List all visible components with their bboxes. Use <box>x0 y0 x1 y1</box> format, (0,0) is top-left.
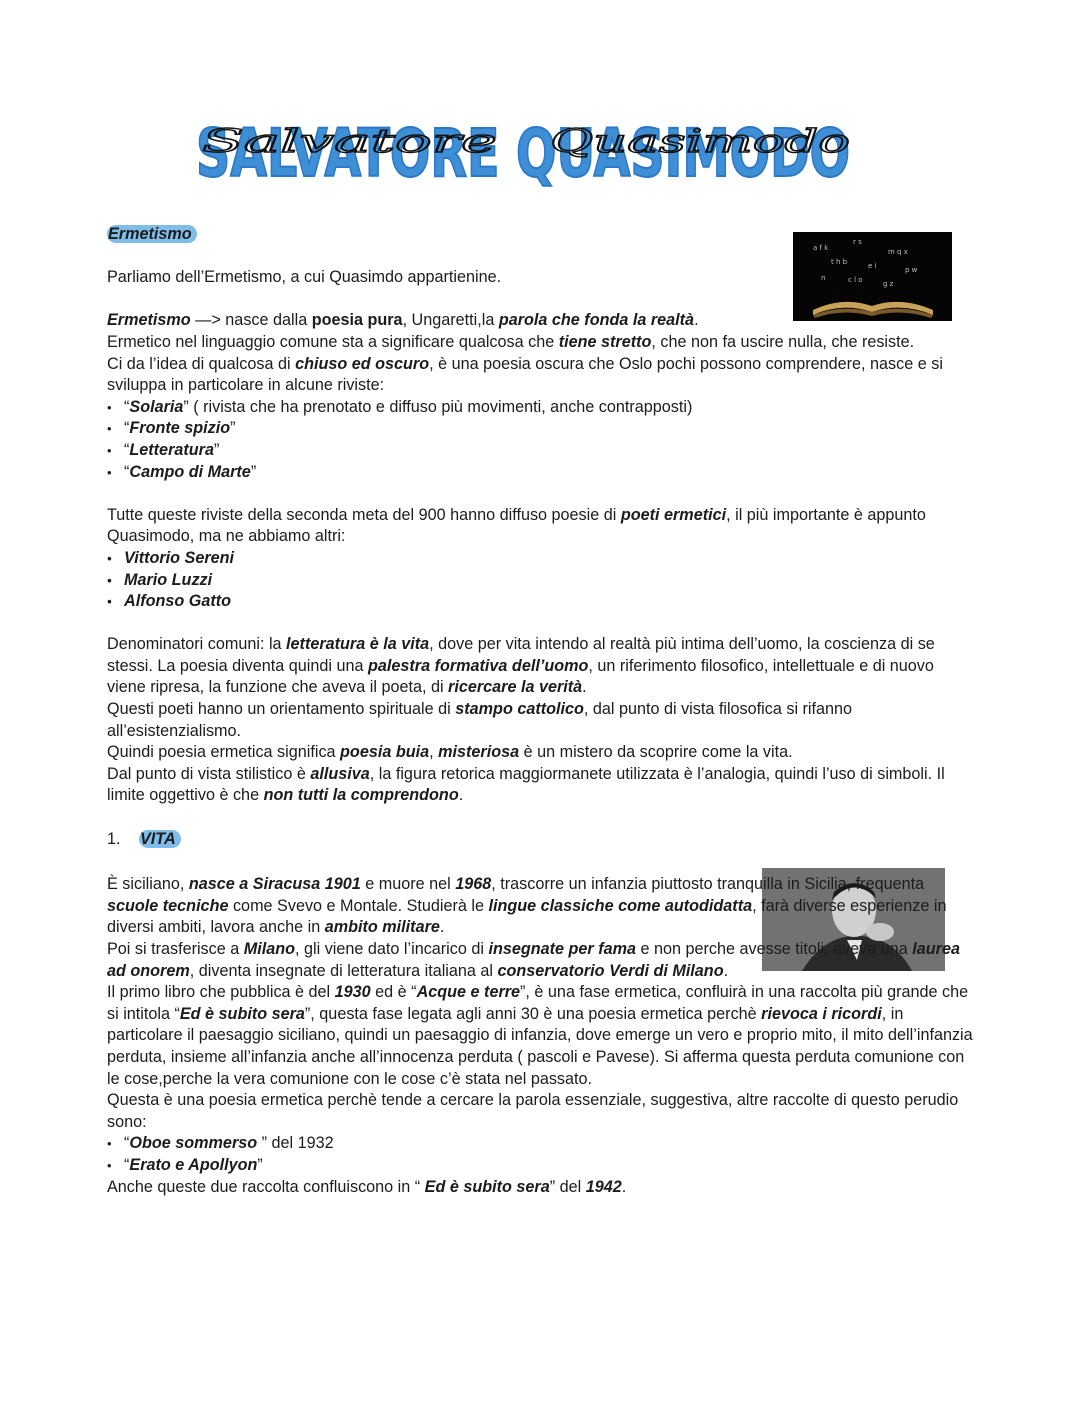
title-script-first: Salvatore <box>202 122 497 160</box>
title-script-last: Quasimodo <box>550 122 850 160</box>
section-number: 1. <box>107 829 121 848</box>
svg-text:a f k: a f k <box>813 244 829 252</box>
vita-paragraph: Questa è una poesia ermetica perchè tende a cercare la parola essenziale, suggestiva, altre raccolte di questo perudio sono: <box>107 1091 959 1131</box>
ermetismo-heading: Ermetismo <box>107 225 197 243</box>
vita-heading: VITA <box>139 830 181 848</box>
raccolte-list <box>107 1133 977 1176</box>
document-body <box>107 224 977 1198</box>
svg-text:r s: r s <box>853 238 862 246</box>
poeti-list <box>107 548 977 613</box>
list-item: • Alfonso Gatto <box>107 591 977 613</box>
svg-text:m q x: m q x <box>888 248 908 256</box>
ermetismo-paragraph: Denominatori comuni: la letteratura è la vita, dove per vita intendo al realtà più intima dell’uomo, la coscienza di se stessi. La poesia diventa quindi una palestra formativa dell’uomo, un riferimento filosofico, intellettuale e di nuovo viene ripresa, la funzione che aveva il poeta, di ricercare la verità. <box>107 635 935 697</box>
svg-text:c l o: c l o <box>848 276 863 284</box>
page-title <box>190 110 860 190</box>
title-main: SALVATORE QUASIMODO <box>196 115 850 190</box>
ermetismo-paragraph: Ermetico nel linguaggio comune sta a significare qualcosa che tiene stretto, che non fa uscire nulla, che resiste. <box>107 332 915 351</box>
list-item: • Vittorio Sereni <box>107 548 977 570</box>
vita-paragraph: È siciliano, nasce a Siracusa 1901 e muore nel 1968, trascorre un infanzia piuttosto tranquilla in Sicilia, frequenta scuole tecniche come Svevo e Montale. Studierà le lingue classiche come autodidatta, farà diverse esperienze in diversi ambiti, lavora anche in ambito militare. <box>107 875 947 937</box>
ermetismo-paragraph: Ermetismo —> nasce dalla poesia pura, Ungaretti,la parola che fonda la realtà. <box>107 311 699 330</box>
riviste-list <box>107 397 977 483</box>
svg-text:p w: p w <box>905 266 918 274</box>
list-item: • “Letteratura” <box>107 440 977 462</box>
ermetismo-paragraph: Dal punto di vista stilistico è allusiva, la figura retorica maggiormanete utilizzata è l’analogia, quindi l’uso di simboli. Il limite oggettivo è che non tutti la comprendono. <box>107 764 945 805</box>
ermetismo-paragraph: Quindi poesia ermetica significa poesia buia, misteriosa è un mistero da scoprire come la vita. <box>107 743 793 762</box>
ermetismo-paragraph: Ci da l’idea di qualcosa di chiuso ed oscuro, è una poesia oscura che Oslo pochi possono comprendere, nasce e si sviluppa in particolare in alcune riviste: <box>107 354 943 395</box>
ermetismo-paragraph: Tutte queste riviste della seconda meta del 900 hanno diffuso poesie di poeti ermetici, il più importante è appunto Quasimodo, ma ne abbiamo altri: <box>107 505 926 546</box>
list-item: • “Oboe sommerso ” del 1932 <box>107 1133 977 1155</box>
list-item: • “Campo di Marte” <box>107 462 977 484</box>
list-item: • “Erato e Apollyon” <box>107 1155 977 1177</box>
section-heading-ermetismo <box>107 224 977 246</box>
svg-text:e i: e i <box>868 262 877 270</box>
svg-text:g z: g z <box>883 280 894 288</box>
svg-text:n: n <box>821 274 826 282</box>
vita-paragraph: Il primo libro che pubblica è del 1930 ed è “Acque e terre”, è una fase ermetica, confluirà in una raccolta più grande che si intitola “Ed è subito sera”, questa fase legata agli anni 30 è una poesia ermetica perchè rievoca i ricordi, in particolare il paesaggio siciliano, quindi un paesaggio di infanzia, dove emerge un vero e proprio mito, il mito dell’infanzia perduta, insieme all’infanzia anche all’innocenza perduta ( pascoli e Pavese). Si afferma questa perduta comunione con le cose,perche la vera comunione con le cose c’è stata nel passato. <box>107 983 973 1088</box>
list-item: • “Solaria” ( rivista che ha prenotato e diffuso più movimenti, anche contrapposti) <box>107 397 977 419</box>
section-heading-vita <box>107 829 977 851</box>
title-svg <box>190 110 860 190</box>
ermetismo-paragraph: Questi poeti hanno un orientamento spirituale di stampo cattolico, dal punto di vista filosofica si rifanno all’esistenzialismo. <box>107 700 853 740</box>
svg-text:t h b: t h b <box>831 258 848 266</box>
list-item: • “Fronte spizio” <box>107 418 977 440</box>
list-item: • Mario Luzzi <box>107 570 977 592</box>
ermetismo-intro: Parliamo dell’Ermetismo, a cui Quasimdo appartienine. <box>107 268 502 287</box>
vita-paragraph: Anche queste due raccolta confluiscono in “ Ed è subito sera” del 1942. <box>107 1177 627 1196</box>
vita-paragraph: Poi si trasferisce a Milano, gli viene dato l’incarico di insegnate per fama e non perche avesse titoli, aveva una laurea ad onorem, diventa insegnate di letteratura italiana al conservatorio Verdi di Milano. <box>107 940 960 980</box>
